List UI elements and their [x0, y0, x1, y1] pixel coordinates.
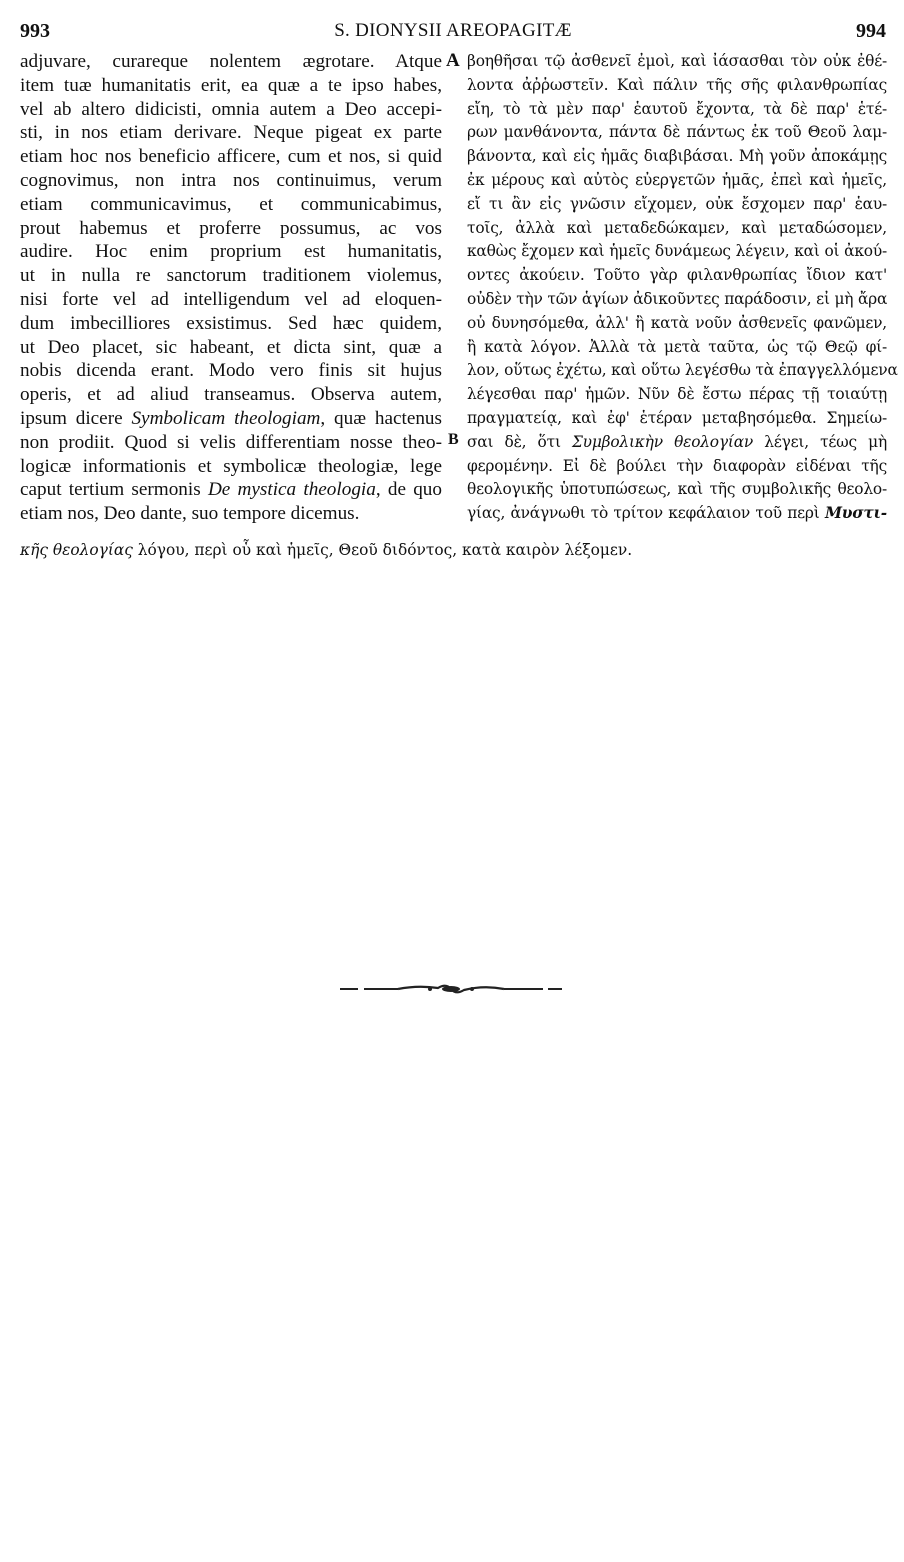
- greek-line: οὐδὲν τὴν τῶν ἁγίων ἀδικοῦντες παράδοσιν, εἰ μὴ ἄρα: [467, 289, 888, 308]
- latin-line: cognovimus, non intra nos continuimus, verum: [20, 169, 442, 191]
- greek-line: ρων μανθάνοντα, πάντα δὲ πάντως ἐκ τοῦ Θεοῦ λαμ-: [467, 123, 887, 142]
- latin-line: ut Deo placet, sic habeant, et dicta sint, quæ a: [20, 336, 442, 358]
- symbolike-theologia-title: Συμβολικὴν θεολογίαν: [572, 432, 754, 451]
- greek-line: λοντα ἀῤῥωστεῖν. Καὶ πάλιν τῆς σῆς φιλανθρωπίας: [467, 75, 887, 94]
- latin-text: caput tertium sermonis: [20, 479, 201, 501]
- latin-line: sti, in nos etiam derivare. Neque pigeat ex parte: [20, 122, 442, 144]
- mystical-theology-title: De mystica theologia: [207, 479, 376, 501]
- latin-line: ut in nulla re sanctorum traditionem violemus,: [20, 265, 442, 287]
- latin-line: non prodiit. Quod si velis differentiam nosse theo-: [20, 431, 442, 453]
- latin-line: etiam communicavimus, et communicabimus,: [20, 193, 442, 215]
- latin-line: nisi forte vel ad intelligendum vel ad eloquen-: [20, 288, 442, 310]
- latin-line: nobis dicenda erant. Modo vero finis sit hujus: [20, 360, 442, 382]
- margin-marker-b: B: [448, 431, 459, 448]
- margin-marker-a: A: [446, 50, 460, 71]
- mystike-title-start: Μυστι-: [824, 504, 887, 523]
- greek-text: σαι δὲ, ὅτι: [467, 432, 561, 451]
- symbolic-theology-title: Symbolicam theologiam: [131, 407, 321, 429]
- latin-line: operis, et ad aliud transeamus. Observa autem,: [20, 384, 442, 406]
- latin-line: [20, 478, 442, 502]
- running-title: S. DIONYSII AREOPAGITÆ: [334, 20, 572, 41]
- latin-line: etiam nos, Deo dante, suo tempore dicemus.: [20, 503, 360, 525]
- greek-line: πραγματείᾳ, καὶ ἐφ' ἑτέραν μεταβησόμεθα. Σημείω-: [467, 408, 887, 427]
- right-page-number: 994: [856, 20, 886, 42]
- greek-line: καθὼς ἔχομεν καὶ ἡμεῖς δυνάμεως λέγειν, καὶ οἱ ἀκού-: [467, 242, 887, 261]
- greek-line: [467, 431, 887, 455]
- greek-text: λέγει, τέως μὴ: [753, 432, 887, 451]
- end-ornament: [338, 979, 564, 999]
- greek-text: λόγου, περὶ οὗ καὶ ἡμεῖς, Θεοῦ διδόντος, κατὰ καιρὸν λέξομεν.: [132, 541, 633, 559]
- latin-line: audire. Hoc enim proprium est humanitatis,: [20, 241, 442, 263]
- greek-line: εἴη, τὸ τὰ μὲν παρ' ἑαυτοῦ ἔχοντα, τὰ δὲ παρ' ἑτέ-: [467, 99, 887, 118]
- latin-text: ipsum dicere: [20, 407, 123, 429]
- greek-line: φερομένην. Εἰ δὲ βούλει τὴν διαφορὰν εἰδέναι τῆς: [467, 456, 887, 475]
- greek-text: γίας, ἀνάγνωθι τὸ τρίτον κεφάλαιον τοῦ περὶ: [467, 504, 820, 523]
- greek-full-width-line: [20, 539, 886, 563]
- latin-line: logicæ informationis et symbolicæ theologiæ, lege: [20, 455, 442, 477]
- greek-line: λέγεσθαι παρ' ἡμῶν. Νῦν δὲ ἔστω πέρας τῇ τοιαύτῃ: [467, 385, 887, 404]
- left-page-number: 993: [20, 20, 50, 42]
- latin-line: vel ab altero didicisti, omnia autem a Deo accepi-: [20, 98, 442, 120]
- greek-line: εἴ τι ἂν εἰς γνῶσιν εἴχομεν, οὐκ ἔσχομεν παρ' ἑαυ-: [467, 194, 887, 213]
- latin-text: , de quo: [375, 479, 442, 501]
- greek-line: βοηθῆσαι τῷ ἀσθενεῖ ἐμοὶ, καὶ ἰάσασθαι τὸν οὐκ ἐθέ-: [467, 52, 887, 70]
- greek-line: [467, 502, 887, 526]
- latin-line: adjuvare, curareque nolentem ægrotare. Atque: [20, 51, 442, 72]
- latin-column: [20, 50, 442, 526]
- latin-line: [20, 407, 442, 431]
- latin-line: prout habemus et proferre possumus, ac vos: [20, 217, 442, 239]
- latin-text: , quæ hactenus: [320, 407, 442, 429]
- greek-line: θεολογικῆς ὑποτυπώσεως, καὶ τῆς συμβολικῆς θεολο-: [467, 480, 887, 499]
- greek-column: [467, 50, 898, 526]
- greek-line: βάνοντα, καὶ εἰς ἡμᾶς διαβιβάσαι. Μὴ γοῦν ἀποκάμῃς: [467, 147, 887, 166]
- greek-line: οὐ δυνησόμεθα, ἀλλ' ἢ κατὰ νοῦν ἀσθενεῖς φανῶμεν,: [467, 313, 887, 332]
- running-header: [20, 20, 886, 46]
- greek-line: τοῖς, ἀλλὰ καὶ μεταδεδώκαμεν, καὶ μεταδώσομεν,: [467, 218, 887, 237]
- latin-line: etiam hoc nos beneficio afficere, cum et nos, si quid: [20, 146, 442, 168]
- greek-line: ἢ κατὰ λόγον. Ἀλλὰ τὰ μετὰ ταῦτα, ὡς τῷ Θεῷ φί-: [467, 337, 887, 356]
- greek-line: ἐκ μέρους καὶ αὐτὸς εὐεργετῶν ἡμᾶς, ἐπεὶ καὶ ἡμεῖς,: [467, 170, 887, 189]
- latin-line: item tuæ humanitatis erit, ea quæ a te ipso habes,: [20, 74, 442, 96]
- greek-line: οντες ἀκούειν. Τοῦτο γὰρ φιλανθρωπίας ἴδιον κατ': [467, 266, 887, 285]
- greek-line: λον, οὕτως ἐχέτω, καὶ οὕτω λεγέσθω τὰ ἐπαγγελλόμενα: [467, 361, 898, 380]
- latin-line: dum imbecilliores exsistimus. Sed hæc quidem,: [20, 312, 442, 334]
- mystike-title-end: κῆς θεολογίας: [20, 541, 133, 559]
